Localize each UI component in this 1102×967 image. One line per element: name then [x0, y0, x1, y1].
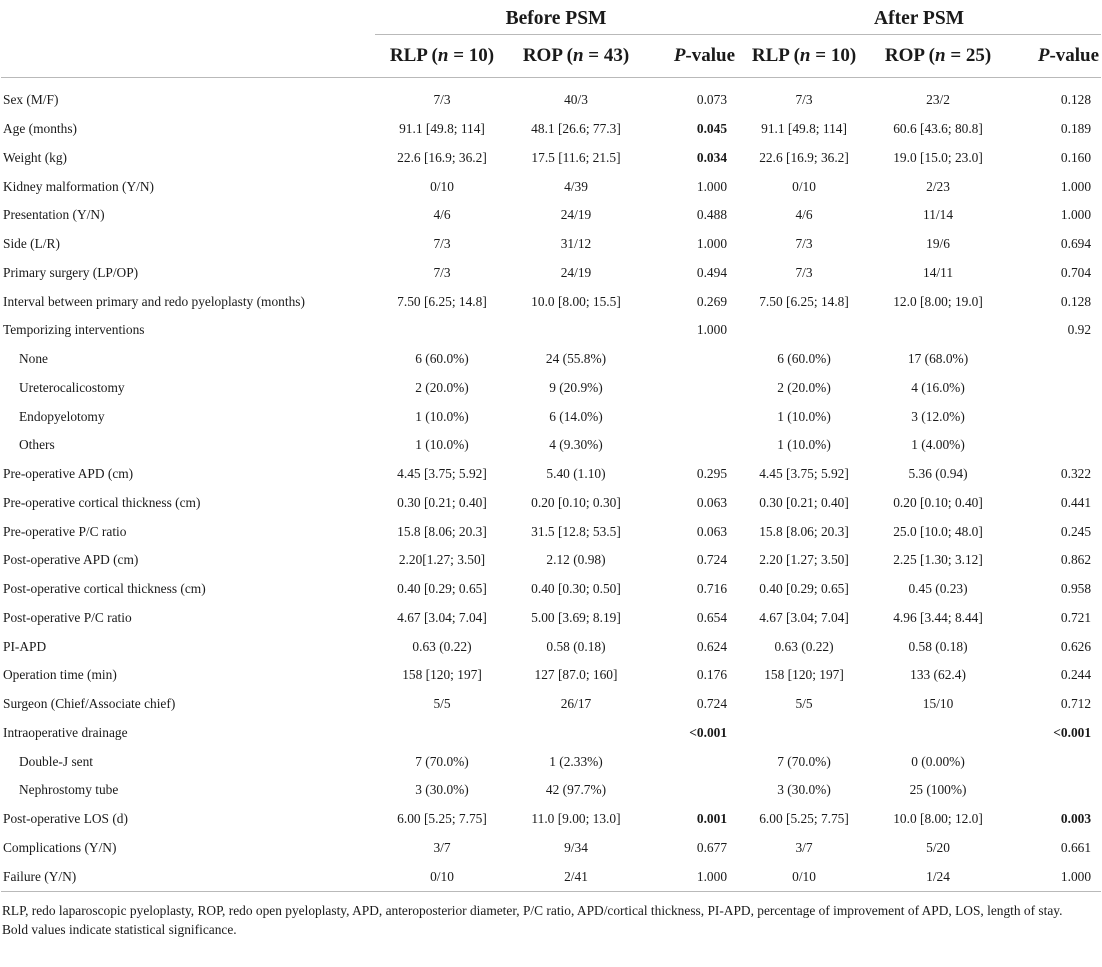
cell-rop-before: 42 (97.7%) [545, 782, 607, 798]
cell-rop-after: 19/6 [926, 236, 950, 252]
cell-rlp-after: 1 (10.0%) [777, 437, 831, 453]
cell-pvalue-before [643, 345, 737, 374]
cell-pvalue-after: 0.661 [1060, 839, 1092, 855]
table-row [1, 632, 1101, 661]
cell-rlp-before: 7.50 [6.25; 14.8] [397, 293, 487, 309]
row-label: Endopyelotomy [19, 408, 105, 424]
row-label: Operation time (min) [3, 667, 117, 683]
cell-rlp-before: 2 (20.0%) [415, 379, 469, 395]
cell-rop-after: 25.0 [10.0; 48.0] [893, 523, 983, 539]
col-rop-after: ROP (n = 25) [871, 35, 1005, 78]
row-label: Age (months) [3, 121, 78, 137]
cell-pvalue-after [1005, 747, 1101, 776]
cell-pvalue-before [643, 374, 737, 403]
table-row [1, 834, 1101, 863]
table-row [1, 287, 1101, 316]
cell-pvalue-after: 0.694 [1060, 236, 1092, 252]
cell-rlp-before: 3/7 [433, 839, 451, 855]
cell-rlp-after: 4.67 [3.04; 7.04] [759, 609, 849, 625]
row-label: Complications (Y/N) [3, 839, 117, 855]
cell-rlp-before: 22.6 [16.9; 36.2] [397, 149, 487, 165]
cell-pvalue-before: 0.001 [696, 811, 728, 827]
cell-pvalue-after: 0.712 [1060, 696, 1092, 712]
cell-rlp-before: 7/3 [433, 264, 451, 280]
cell-pvalue-after: 0.189 [1060, 121, 1092, 137]
cell-pvalue-after: 0.626 [1060, 638, 1092, 654]
cell-rlp-after [737, 316, 871, 345]
cell-pvalue-before: 0.034 [696, 149, 728, 165]
cell-rlp-after: 2.20 [1.27; 3.50] [759, 552, 849, 568]
cell-pvalue-before [643, 747, 737, 776]
cell-pvalue-before: 1.000 [696, 236, 728, 252]
cell-rlp-before: 7 (70.0%) [415, 753, 469, 769]
cell-rop-before: 48.1 [26.6; 77.3] [531, 121, 621, 137]
cell-pvalue-after [1005, 431, 1101, 460]
column-header-row [1, 35, 1101, 78]
table-row [1, 661, 1101, 690]
table-row [1, 115, 1101, 144]
table-row [1, 230, 1101, 259]
cell-rlp-before: 2.20[1.27; 3.50] [398, 552, 486, 568]
cell-pvalue-after: 0.721 [1060, 609, 1092, 625]
cell-rop-after: 1/24 [871, 862, 1005, 891]
comparison-table [1, 0, 1101, 892]
cell-pvalue-before: 0.716 [696, 581, 728, 597]
table-row [1, 374, 1101, 403]
cell-pvalue-after: 0.441 [1060, 494, 1092, 510]
cell-rlp-before: 3 (30.0%) [415, 782, 469, 798]
row-label: Failure (Y/N) [1, 862, 375, 891]
row-label: PI-APD [3, 638, 47, 654]
row-label: Kidney malformation (Y/N) [3, 178, 154, 194]
table-row [1, 78, 1101, 115]
cell-rop-after: 2/23 [926, 178, 950, 194]
row-label: Pre-operative APD (cm) [3, 466, 134, 482]
cell-pvalue-after: 1.000 [1060, 178, 1092, 194]
cell-pvalue-after: 0.128 [1060, 293, 1092, 309]
cell-pvalue-after: 0.862 [1060, 552, 1092, 568]
cell-rop-after: 19.0 [15.0; 23.0] [893, 149, 983, 165]
cell-rlp-after: 158 [120; 197] [764, 667, 844, 683]
col-rlp-before: RLP (n = 10) [375, 35, 509, 78]
cell-pvalue-after: 1.000 [1060, 207, 1092, 223]
cell-rop-before: 9/34 [564, 839, 588, 855]
cell-rop-after: 14/11 [923, 264, 954, 280]
table-row [1, 144, 1101, 173]
row-label: Pre-operative cortical thickness (cm) [3, 494, 201, 510]
table-row [1, 747, 1101, 776]
cell-rop-before: 6 (14.0%) [549, 408, 603, 424]
cell-pvalue-after: 0.958 [1060, 581, 1092, 597]
cell-pvalue-after: <0.001 [1053, 724, 1092, 740]
cell-rlp-before: 15.8 [8.06; 20.3] [397, 523, 487, 539]
cell-pvalue-before: 0.624 [696, 638, 728, 654]
row-label: Surgeon (Chief/Associate chief) [3, 696, 176, 712]
cell-pvalue-after [1005, 345, 1101, 374]
row-label: Ureterocalicostomy [19, 379, 125, 395]
table-row [1, 431, 1101, 460]
table-row [1, 776, 1101, 805]
cell-rop-before: 31.5 [12.8; 53.5] [531, 523, 621, 539]
cell-rop-after: 4.96 [3.44; 8.44] [893, 609, 983, 625]
table-row [1, 201, 1101, 230]
row-label: Post-operative APD (cm) [3, 552, 139, 568]
cell-rop-before: 9 (20.9%) [549, 379, 603, 395]
cell-pvalue-before: <0.001 [689, 724, 728, 740]
cell-pvalue-before: 1.000 [643, 862, 737, 891]
cell-rlp-after: 0/10 [792, 178, 816, 194]
table-row [1, 316, 1101, 345]
cell-pvalue-before: 0.295 [696, 466, 728, 482]
cell-rlp-before: 158 [120; 197] [402, 667, 482, 683]
cell-rop-after: 23/2 [926, 92, 950, 108]
cell-rop-after: 0.20 [0.10; 0.40] [893, 494, 983, 510]
cell-rlp-after: 0/10 [737, 862, 871, 891]
cell-rlp-before: 4.67 [3.04; 7.04] [397, 609, 487, 625]
cell-rop-before [509, 316, 643, 345]
cell-rlp-before: 0/10 [430, 178, 454, 194]
group-before-psm: Before PSM [375, 0, 737, 35]
cell-rop-before: 24/19 [560, 264, 592, 280]
cell-rlp-before [375, 316, 509, 345]
table-row [1, 690, 1101, 719]
cell-rlp-after: 15.8 [8.06; 20.3] [759, 523, 849, 539]
row-label: Primary surgery (LP/OP) [3, 264, 139, 280]
cell-rop-after: 60.6 [43.6; 80.8] [893, 121, 983, 137]
cell-rop-after: 15/10 [922, 696, 954, 712]
table-row [1, 259, 1101, 288]
cell-rop-before: 5.40 (1.10) [546, 466, 606, 482]
cell-rop-after: 4 (16.0%) [911, 379, 965, 395]
row-label: Nephrostomy tube [19, 782, 119, 798]
row-label: Others [19, 437, 55, 453]
cell-rop-after [871, 316, 1005, 345]
table-row [1, 805, 1101, 834]
table-row [1, 546, 1101, 575]
table-row [1, 489, 1101, 518]
cell-rop-before: 2.12 (0.98) [546, 552, 606, 568]
cell-rlp-after: 7.50 [6.25; 14.8] [759, 293, 849, 309]
col-rlp-after: RLP (n = 10) [737, 35, 871, 78]
col-pvalue-before: P-value [643, 35, 737, 78]
table-row [1, 862, 1101, 891]
cell-pvalue-before: 0.724 [696, 552, 728, 568]
cell-rlp-after: 2 (20.0%) [777, 379, 831, 395]
cell-rop-before: 24 (55.8%) [545, 351, 607, 367]
cell-rlp-before: 0.63 (0.22) [412, 638, 472, 654]
cell-rop-before [509, 719, 643, 748]
cell-rlp-before: 91.1 [49.8; 114] [399, 121, 485, 137]
cell-rop-after: 2.25 [1.30; 3.12] [893, 552, 983, 568]
cell-rlp-before: 6.00 [5.25; 7.75] [397, 811, 487, 827]
table-row [1, 517, 1101, 546]
cell-rlp-before: 0.40 [0.29; 0.65] [397, 581, 487, 597]
cell-rop-before: 4/39 [564, 178, 588, 194]
cell-rlp-after: 4.45 [3.75; 5.92] [759, 466, 849, 482]
cell-pvalue-after: 1.000 [1005, 862, 1101, 891]
cell-rop-before: 0.40 [0.30; 0.50] [531, 581, 621, 597]
cell-pvalue-after [1005, 776, 1101, 805]
cell-rlp-after: 22.6 [16.9; 36.2] [759, 149, 849, 165]
cell-rlp-after: 1 (10.0%) [777, 408, 831, 424]
cell-rop-before: 2/41 [509, 862, 643, 891]
cell-pvalue-before: 0.494 [696, 264, 728, 280]
cell-rlp-before: 7/3 [433, 92, 451, 108]
cell-rlp-after: 0.30 [0.21; 0.40] [759, 494, 849, 510]
cell-pvalue-before: 1.000 [696, 322, 728, 338]
cell-rlp-before: 0/10 [375, 862, 509, 891]
cell-pvalue-after: 0.128 [1060, 92, 1092, 108]
col-pvalue-after: P-value [1005, 35, 1101, 78]
cell-rop-after: 0.45 (0.23) [908, 581, 968, 597]
group-after-psm: After PSM [737, 0, 1101, 35]
cell-pvalue-before: 0.063 [696, 494, 728, 510]
cell-rop-after: 3 (12.0%) [911, 408, 965, 424]
table-row [1, 402, 1101, 431]
cell-rlp-before: 7/3 [433, 236, 451, 252]
cell-rop-before: 127 [87.0; 160] [534, 667, 618, 683]
cell-rop-after: 133 (62.4) [910, 667, 966, 683]
cell-rlp-after: 7 (70.0%) [777, 753, 831, 769]
cell-rop-after [871, 719, 1005, 748]
cell-rop-after: 11/14 [923, 207, 954, 223]
row-label: Sex (M/F) [3, 92, 59, 108]
cell-pvalue-after: 0.245 [1060, 523, 1092, 539]
cell-pvalue-before: 0.269 [696, 293, 728, 309]
cell-pvalue-before: 0.045 [696, 121, 728, 137]
cell-rlp-before: 5/5 [433, 696, 451, 712]
cell-pvalue-after [1005, 402, 1101, 431]
cell-rlp-after: 6 (60.0%) [777, 351, 831, 367]
row-label: Presentation (Y/N) [3, 207, 105, 223]
cell-rop-after: 5.36 (0.94) [908, 466, 968, 482]
cell-rlp-after: 7/3 [795, 236, 813, 252]
cell-rlp-after: 0.40 [0.29; 0.65] [759, 581, 849, 597]
cell-rop-after: 1 (4.00%) [911, 437, 965, 453]
row-label: Interval between primary and redo pyeloplasty (months) [3, 293, 305, 309]
cell-pvalue-before: 0.654 [696, 609, 728, 625]
cell-pvalue-before: 0.488 [696, 207, 728, 223]
cell-pvalue-after: 0.704 [1060, 264, 1092, 280]
cell-rop-before: 40/3 [564, 92, 588, 108]
cell-rlp-before: 1 (10.0%) [415, 437, 469, 453]
cell-rlp-after: 5/5 [795, 696, 813, 712]
row-label: Side (L/R) [3, 236, 60, 252]
row-label: Temporizing interventions [3, 322, 145, 338]
cell-pvalue-before: 0.724 [696, 696, 728, 712]
cell-rlp-before: 1 (10.0%) [415, 408, 469, 424]
cell-rlp-after [737, 719, 871, 748]
cell-rop-before: 4 (9.30%) [549, 437, 603, 453]
cell-rop-before: 0.58 (0.18) [546, 638, 606, 654]
cell-rlp-before: 0.30 [0.21; 0.40] [397, 494, 487, 510]
cell-rop-after: 0.58 (0.18) [908, 638, 968, 654]
cell-pvalue-before [643, 402, 737, 431]
footnote-abbreviations: RLP, redo laparoscopic pyeloplasty, ROP, redo open pyeloplasty, APD, anteroposterior diameter, P/C ratio, APD/cortical thickness, PI-APD, percentage of improvement of APD, LOS, length of stay. [2, 903, 1063, 918]
col-rop-before: ROP (n = 43) [509, 35, 643, 78]
cell-rop-after: 5/20 [926, 839, 950, 855]
cell-rop-after: 17 (68.0%) [907, 351, 969, 367]
cell-rop-before: 10.0 [8.00; 15.5] [531, 293, 621, 309]
cell-rlp-after: 7/3 [795, 92, 813, 108]
cell-rop-after: 12.0 [8.00; 19.0] [893, 293, 983, 309]
table-row [1, 460, 1101, 489]
cell-rlp-after: 6.00 [5.25; 7.75] [759, 811, 849, 827]
cell-rlp-after: 91.1 [49.8; 114] [761, 121, 847, 137]
group-header-row [1, 0, 1101, 35]
cell-pvalue-after: 0.92 [1067, 322, 1092, 338]
cell-pvalue-before [643, 776, 737, 805]
cell-rlp-after: 3 (30.0%) [777, 782, 831, 798]
cell-rop-before: 11.0 [9.00; 13.0] [531, 811, 621, 827]
cell-pvalue-before: 1.000 [696, 178, 728, 194]
cell-pvalue-after: 0.322 [1060, 466, 1092, 482]
cell-rop-after: 0 (0.00%) [911, 753, 965, 769]
row-label: Double-J sent [19, 753, 94, 769]
table-row [1, 719, 1101, 748]
cell-pvalue-before [643, 431, 737, 460]
cell-rlp-before: 4.45 [3.75; 5.92] [397, 466, 487, 482]
cell-pvalue-after: 0.003 [1060, 811, 1092, 827]
cell-pvalue-before: 0.176 [696, 667, 728, 683]
cell-rlp-before: 4/6 [433, 207, 451, 223]
cell-rop-before: 5.00 [3.69; 8.19] [531, 609, 621, 625]
cell-rlp-after: 3/7 [795, 839, 813, 855]
table-row [1, 345, 1101, 374]
footnote-bold-note: Bold values indicate statistical significance. [2, 921, 237, 937]
table-row [1, 172, 1101, 201]
cell-pvalue-before: 0.063 [696, 523, 728, 539]
row-label: Post-operative cortical thickness (cm) [3, 581, 206, 597]
cell-pvalue-after [1005, 374, 1101, 403]
row-label: Post-operative P/C ratio [3, 609, 132, 625]
cell-rop-before: 24/19 [560, 207, 592, 223]
table-row [1, 604, 1101, 633]
cell-rop-before: 26/17 [560, 696, 592, 712]
cell-pvalue-before: 0.073 [696, 92, 728, 108]
cell-rop-after: 25 (100%) [909, 782, 967, 798]
row-label: Pre-operative P/C ratio [3, 523, 127, 539]
cell-rop-after: 10.0 [8.00; 12.0] [893, 811, 983, 827]
table-footnote [0, 902, 1102, 939]
cell-pvalue-after: 0.160 [1060, 149, 1092, 165]
cell-rop-before: 17.5 [11.6; 21.5] [531, 149, 621, 165]
table-row [1, 575, 1101, 604]
row-label: Weight (kg) [3, 149, 67, 165]
cell-rlp-after: 4/6 [795, 207, 813, 223]
cell-rlp-before: 6 (60.0%) [415, 351, 469, 367]
cell-rlp-after: 0.63 (0.22) [774, 638, 834, 654]
row-label: Post-operative LOS (d) [3, 811, 128, 827]
cell-rlp-after: 7/3 [795, 264, 813, 280]
row-label: Intraoperative drainage [3, 724, 128, 740]
cell-pvalue-after: 0.244 [1060, 667, 1092, 683]
table-body [1, 78, 1101, 892]
cell-rop-before: 1 (2.33%) [549, 753, 603, 769]
cell-pvalue-before: 0.677 [696, 839, 728, 855]
cell-rop-before: 31/12 [560, 236, 592, 252]
cell-rlp-before [375, 719, 509, 748]
row-label: None [19, 351, 49, 367]
cell-rop-before: 0.20 [0.10; 0.30] [531, 494, 621, 510]
